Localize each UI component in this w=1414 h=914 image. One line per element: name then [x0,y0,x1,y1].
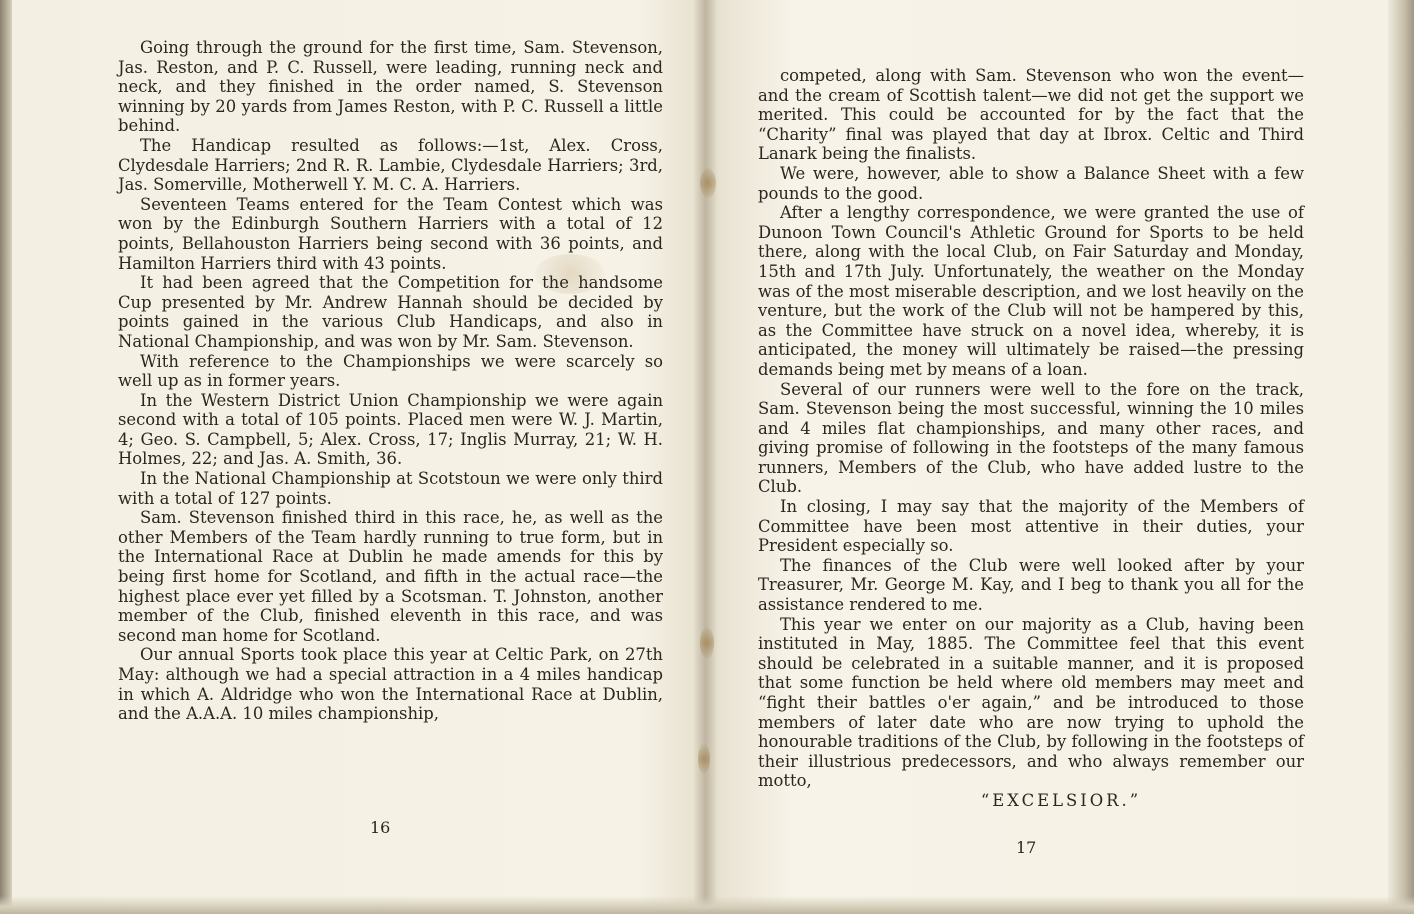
paper-stain [700,168,716,198]
book-edge-left [0,0,12,914]
paragraph: With reference to the Championships we were scarcely so well up as in former years. [118,351,663,391]
page-number-left: 16 [370,818,391,837]
paragraph: Seventeen Teams entered for the Team Contest which was won by the Edinburgh Southern Harriers with a total of 12 points, Bellahouston Harriers being second with 36 points, and Hamilton Harriers third with 43 points. [118,194,663,273]
paragraph: Our annual Sports took place this year at Celtic Park, on 27th May: although we had a special attraction in a 4 miles handicap in which A. Aldridge who won the International Race at Dublin, and the A.A.A. 10 miles championship, [118,645,663,724]
book-edge-right [1388,0,1414,914]
left-page [118,38,663,724]
paragraph: We were, however, able to show a Balance Sheet with a few pounds to the good. [758,163,1304,203]
paragraph: The finances of the Club were well looked after by your Treasurer, Mr. George M. Kay, and I beg to thank you all for the assistance rendered to me. [758,555,1304,615]
paper-stain [700,627,714,659]
paragraph: In the National Championship at Scotstoun we were only third with a total of 127 points. [118,469,663,508]
page-number-right: 17 [1016,838,1037,857]
book-edge-bottom [0,896,1414,914]
paragraph: In the Western District Union Championship we were again second with a total of 105 points. Placed men were W. J. Martin, 4; Geo. S. Campbell, 5; Alex. Cross, 17; Inglis Murray, 21; W. H. Holmes, 22; and Jas. A. Smith, 36. [118,390,663,469]
paragraph: It had been agreed that the Competition for the handsome Cup presented by Mr. Andrew Hannah should be decided by points gained in the various Club Handicaps, and also in National Championship, and was won by Mr. Sam. Stevenson. [118,273,663,351]
paper-stain [698,744,710,774]
paragraph: In closing, I may say that the majority of the Members of Committee have been most attentive in their duties, your President especially so. [758,497,1304,556]
right-page [758,66,1304,811]
paragraph: Sam. Stevenson finished third in this race, he, as well as the other Members of the Team hardly running to true form, but in the International Race at Dublin he made amends for this by being first home for Scotland, and fifth in the actual race—the highest place ever yet filled by a Scotsman. T. Johnston, another member of the Club, finished eleventh in this race, and was second man home for Scotland. [118,508,663,645]
paragraph: This year we enter on our majority as a Club, having been instituted in May, 1885. The Committee feel that this event should be celebrated in a suitable manner, and it is proposed that some function be held where old members may meet and “fight their battles o'er again,” and be introduced to those members of later date who are now trying to uphold the honourable traditions of the Club, by following in the footsteps of their illustrious predecessors, and who always remember our motto, [758,614,1304,791]
paragraph: competed, along with Sam. Stevenson who won the event—and the cream of Scottish talent—we did not get the support we merited. This could be accounted for by the fact that the “Charity” final was played that day at Ibrox. Celtic and Third Lanark being the finalists. [758,66,1304,164]
book-gutter [693,0,717,914]
paragraph: After a lengthy correspondence, we were granted the use of Dunoon Town Council's Athletic Ground for Sports to be held there, along with the local Club, on Fair Saturday and Monday, 15th and 17th July. Unfortunately, the weather on the Monday was of the most miserable description, and we lost heavily on the venture, but the work of the Club will not be hampered by this, as the Committee have struck on a novel idea, whereby, it is anticipated, the money will ultimately be raised—the pressing demands being met by means of a loan. [758,203,1304,379]
paragraph: Several of our runners were well to the fore on the track, Sam. Stevenson being the most successful, winning the 10 miles and 4 miles flat championships, and many other races, and giving promise of following in the footsteps of the many famous runners, Members of the Club, who have added lustre to the Club. [758,379,1304,497]
motto: “EXCELSIOR.” [980,790,1142,810]
paragraph: The Handicap resulted as follows:—1st, Alex. Cross, Clydesdale Harriers; 2nd R. R. Lambie, Clydesdale Harriers; 3rd, Jas. Somerville, Motherwell Y. M. C. A. Harriers. [118,135,663,195]
paragraph: Going through the ground for the first time, Sam. Stevenson, Jas. Reston, and P. C. Russell, were leading, running neck and neck, and they finished in the order named, S. Stevenson winning by 20 yards from James Reston, with P. C. Russell a little behind. [118,38,663,136]
